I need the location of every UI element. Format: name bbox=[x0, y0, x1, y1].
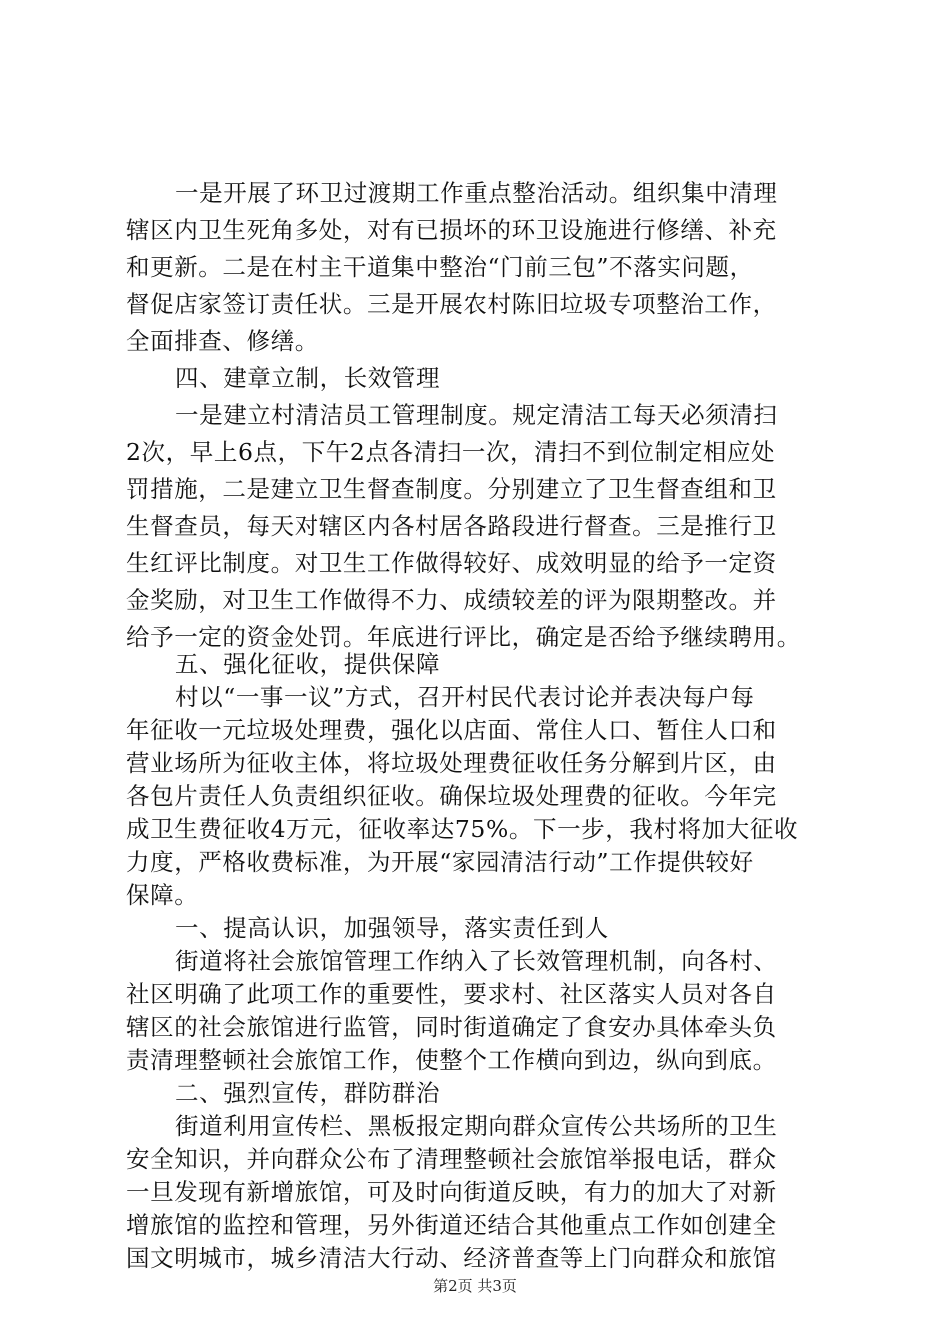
text-line: 2次，早上6点，下午2点各清扫一次，清扫不到位制定相应处 bbox=[126, 438, 776, 466]
text-line: 成卫生费征收4万元，征收率达75%。下一步，我村将加大征收 bbox=[126, 815, 799, 843]
text-line: 责清理整顿社会旅馆工作，使整个工作横向到边，纵向到底。 bbox=[126, 1046, 777, 1074]
text-line: 一是建立村清洁员工管理制度。规定清洁工每天必须清扫 bbox=[175, 401, 778, 429]
section-heading: 五、强化征收，提供保障 bbox=[175, 650, 441, 678]
text-line: 给予一定的资金处罚。年底进行评比，确定是否给予继续聘用。 bbox=[126, 623, 801, 651]
text-line: 一是开展了环卫过渡期工作重点整治活动。组织集中清理 bbox=[175, 179, 778, 207]
text-line: 增旅馆的监控和管理，另外街道还结合其他重点工作如创建全 bbox=[126, 1211, 777, 1239]
text-line: 力度，严格收费标准，为开展“家园清洁行动”工作提供较好 bbox=[126, 848, 754, 876]
text-line: 生红评比制度。对卫生工作做得较好、成效明显的给予一定资 bbox=[126, 549, 777, 577]
text-line: 金奖励，对卫生工作做得不力、成绩较差的评为限期整改。并 bbox=[126, 586, 777, 614]
text-line: 村以“一事一议”方式，召开村民代表讨论并表决每户每 bbox=[175, 683, 755, 711]
text-line: 辖区内卫生死角多处，对有已损坏的环卫设施进行修缮、补充 bbox=[126, 216, 777, 244]
text-line: 安全知识，并向群众公布了清理整顿社会旅馆举报电话，群众 bbox=[126, 1145, 777, 1173]
section-heading: 二、强烈宣传，群防群治 bbox=[175, 1079, 441, 1107]
text-line: 督促店家签订责任状。三是开展农村陈旧垃圾专项整治工作， bbox=[126, 290, 777, 318]
text-line: 罚措施，二是建立卫生督查制度。分别建立了卫生督查组和卫 bbox=[126, 475, 777, 503]
section-heading: 一、提高认识，加强领导，落实责任到人 bbox=[175, 914, 609, 942]
text-line: 营业场所为征收主体，将垃圾处理费征收任务分解到片区，由 bbox=[126, 749, 777, 777]
text-line: 社区明确了此项工作的重要性，要求村、社区落实人员对各自 bbox=[126, 980, 777, 1008]
page-footer bbox=[0, 1276, 950, 1296]
page-number-label: 第2页 共3页 bbox=[433, 1277, 517, 1295]
section-heading: 四、建章立制，长效管理 bbox=[175, 364, 441, 392]
text-line: 辖区的社会旅馆进行监管，同时街道确定了食安办具体牵头负 bbox=[126, 1013, 777, 1041]
text-line: 国文明城市，城乡清洁大行动、经济普查等上门向群众和旅馆 bbox=[126, 1244, 777, 1272]
text-line: 年征收一元垃圾处理费，强化以店面、常住人口、暂住人口和 bbox=[126, 716, 777, 744]
text-line: 全面排查、修缮。 bbox=[126, 327, 319, 355]
text-line: 街道将社会旅馆管理工作纳入了长效管理机制，向各村、 bbox=[175, 947, 778, 975]
text-line: 和更新。二是在村主干道集中整治“门前三包”不落实问题， bbox=[126, 253, 754, 281]
text-line: 生督查员，每天对辖区内各村居各路段进行督查。三是推行卫 bbox=[126, 512, 777, 540]
text-line: 保障。 bbox=[126, 881, 199, 909]
text-line: 一旦发现有新增旅馆，可及时向街道反映，有力的加大了对新 bbox=[126, 1178, 777, 1206]
text-line: 各包片责任人负责组织征收。确保垃圾处理费的征收。今年完 bbox=[126, 782, 777, 810]
text-line: 街道利用宣传栏、黑板报定期向群众宣传公共场所的卫生 bbox=[175, 1112, 778, 1140]
